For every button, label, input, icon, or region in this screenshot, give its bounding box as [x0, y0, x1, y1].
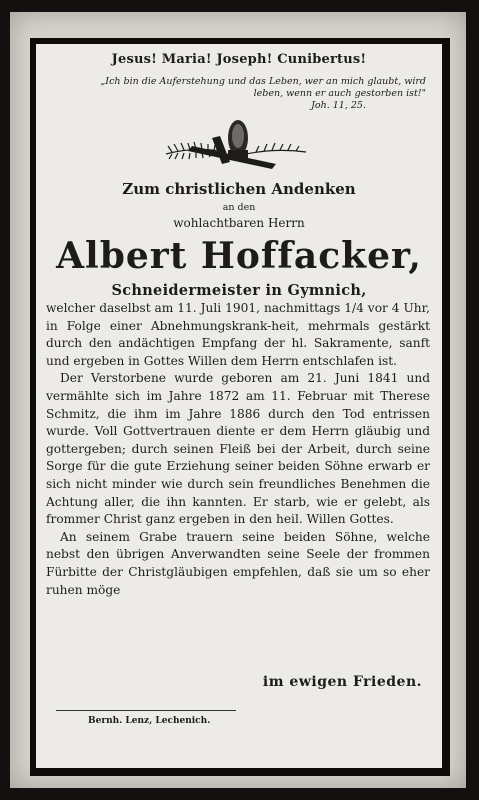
bible-quote: „Ich bin die Auferstehung und das Leben, wer an mich glaubt, wird leben, wenn er auch gestorben ist!"	[100, 76, 426, 99]
dedication-connector: an den	[222, 202, 256, 213]
invocation-heading: Jesus! Maria! Joseph! Cunibertus!	[111, 52, 367, 67]
printer-divider	[56, 710, 236, 711]
deceased-name: Albert Hoffacker,	[56, 235, 422, 277]
memorial-dedication: Zum christlichen Andenken	[122, 180, 356, 198]
card-content	[36, 44, 442, 768]
obituary-paragraph-death: welcher daselbst am 11. Juli 1901, nachmittags 1/4 vor 4 Uhr, in Folge einer Abnehmungskrank-heit, mehrmals gestärkt durch den andächtigen Empfang der hl. Sakramente, sanft und ergeben in Gottes Willen dem Herrn entschlafen ist.	[46, 301, 430, 368]
honorific-title: wohlachtbaren Herrn	[173, 216, 305, 230]
deceased-profession: Schneidermeister in Gymnich,	[111, 282, 367, 299]
cross-palm-emblem-icon	[156, 116, 316, 178]
closing-blessing: im ewigen Frieden.	[262, 674, 422, 690]
obituary-text	[46, 300, 430, 599]
bible-quote-reference: Joh. 11, 25.	[311, 100, 366, 111]
obituary-paragraph-life: Der Verstorbene wurde geboren am 21. Juni 1841 und vermählte sich im Jahre 1872 am 11. Februar mit Therese Schmitz, die ihm im Jahre 1886 durch den Tod entrissen wurde. Voll Gottvertrauen diente er dem Herrn gläubig und gottergeben; durch seinen Fleiß bei der Arbeit, durch seine Sorge für die gute Erziehung seiner beiden Söhne erwarb er sich nicht minder wie durch sein freundliches Benehmen die Achtung aller, die ihn kannten. Er starb, wie er gelebt, als frommer Christ ganz ergeben in den heil. Willen Gottes.	[46, 371, 430, 527]
obituary-paragraph-mourners: An seinem Grabe trauern seine beiden Söhne, welche nebst den übrigen Anverwandten seine Seele der frommen Fürbitte der Christgläubigen empfehlen, daß sie um so eher ruhen möge	[46, 529, 430, 597]
printer-credit: Bernh. Lenz, Lechenich.	[88, 716, 211, 726]
